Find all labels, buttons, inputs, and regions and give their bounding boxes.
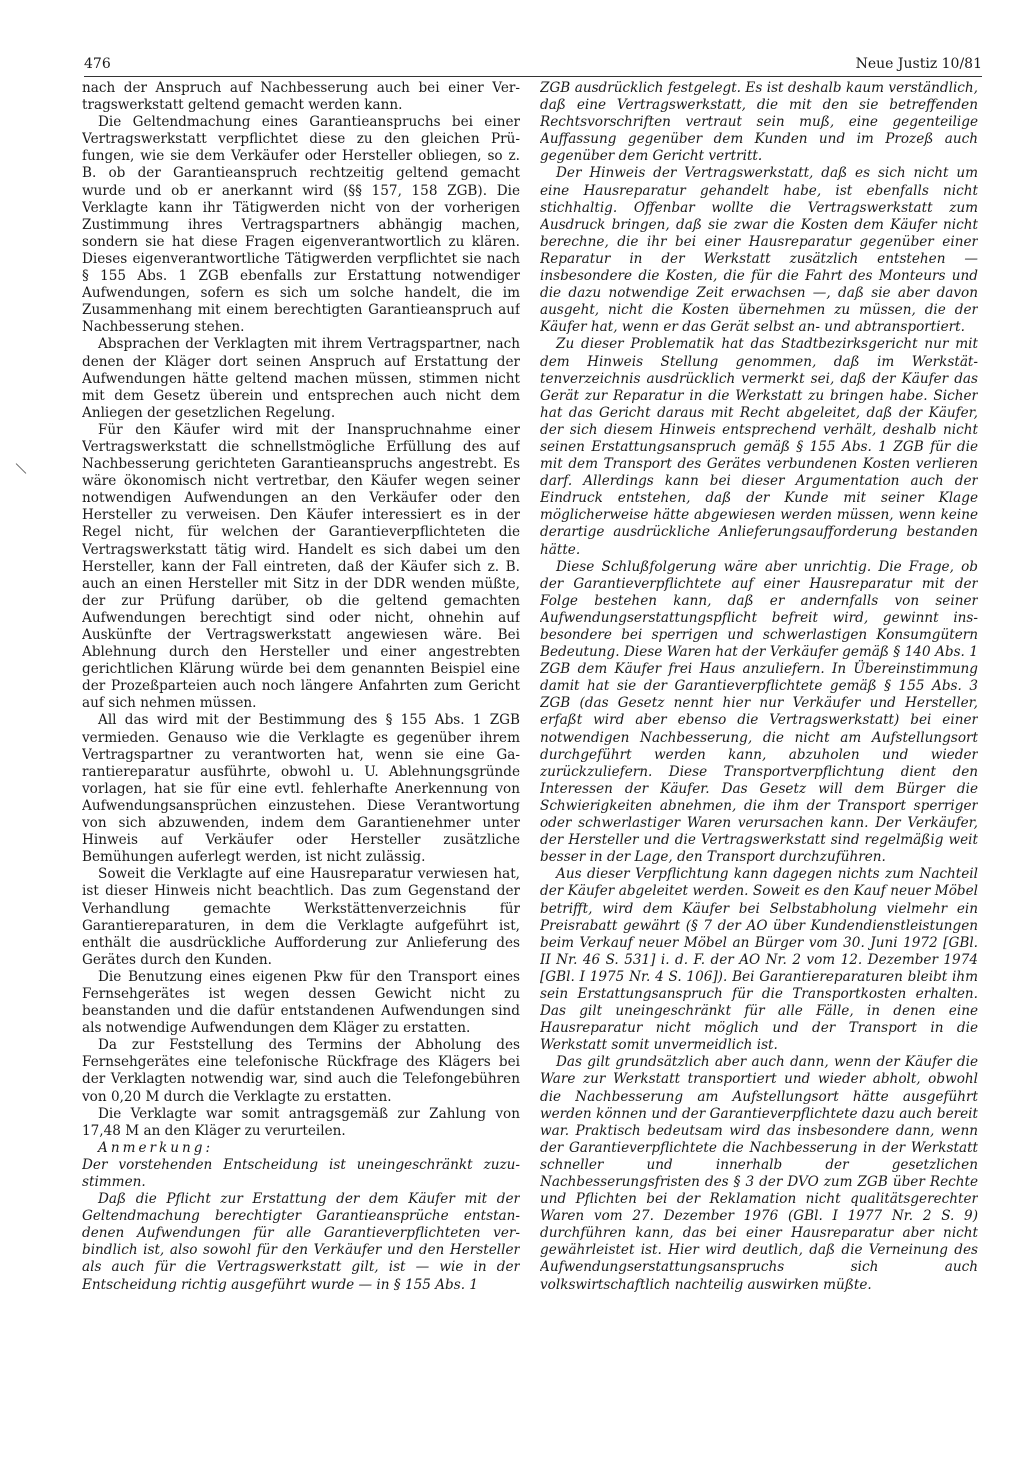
paragraph: Die Geltendmachung eines Garantieanspruchs bei einer Vertragswerkstatt verpflichtet diese zu den gleichen Prüfungen, wie sie dem Verkäufer oder Hersteller obliegen, so z. B. ob der Garantieanspruch rechtzeitig geltend gemacht wurde und ob er anerkannt wird (§§ 157, 158 ZGB). Die Verklagte kann ihr Tätigwerden nicht von der vorherigen Zustimmung ihres Vertragspartners abhängig machen, sondern sie hat diese Fragen eigenverantwortlich zu klären. Dieses eigenverantwortliche Tätigwerden verpflichtet sie nach § 155 Abs. 1 ZGB ebenfalls zur Erstattung notwendiger Aufwendungen, sofern es sich um solche handelt, die im Zusammenhang mit einem berechtigten Garantieanspruch auf Nachbesserung stehen. [82,114,520,336]
paragraph: Für den Käufer wird mit der Inanspruchnahme einer Vertragswerkstatt die schnellstmögliche Erfüllung des auf Nachbesserung gerichteten Garantieanspruchs angestrebt. Es wäre ökonomisch nicht vertretbar, den Käufer wegen seiner notwendigen Aufwendungen an den Verkäufer oder den Hersteller zu verweisen. Den Käufer interessiert es in der Regel nicht, für welchen der Garantieverpflichteten die Vertragswerkstatt tätig wird. Handelt es sich dabei um den Hersteller, kann der Fall eintreten, daß der Käufer sich z. B. auch an einen Hersteller mit Sitz in der DDR wenden müßte, der zur Prüfung darüber, ob die geltend gemachten Aufwendungen berechtigt sind oder nicht, ohnehin auf Auskünfte der Vertragswerkstatt angewiesen wäre. Bei Ablehnung durch den Hersteller und einer angestrebten gerichtlichen Klärung würde bei dem genannten Beispiel eine der Prozeßparteien auch noch längere Anfahrten zum Gericht auf sich nehmen müssen. [82,421,520,712]
paragraph: All das wird mit der Bestimmung des § 155 Abs. 1 ZGB vermieden. Genauso wie die Verklagte es gegenüber ihrem Vertragspartner zu verantworten hat, wenn sie eine Garantiereparatur ausführte, obwohl u. U. Ablehnungsgründe vorlagen, hat sie für eine evtl. fehlerhafte Anerkennung von Aufwendungsansprüchen einzustehen. Diese Verantwortung von sich abzuwenden, indem dem Garantienehmer unter Hinweis auf Verkäufer oder Hersteller zusätzliche Bemühungen auferlegt werden, ist nicht zulässig. [82,712,520,866]
journal-title: Neue Justiz 10/81 [855,56,982,72]
paragraph: Aus dieser Verpflichtung kann dagegen nichts zum Nachteil der Käufer abgeleitet werden. Soweit es den Kauf neuer Möbel betrifft, wird dem Käufer bei Selbstabholung vielmehr ein Preisrabatt gewährt (§ 7 der AO über Kundendienstleistungen beim Verkauf neuer Möbel an Bürger vom 30. Juni 1972 [GBl. II Nr. 46 S. 531] i. d. F. der AO Nr. 2 vom 12. Dezember 1974 [GBl. I 1975 Nr. 4 S. 106]). Bei Garantiereparaturen bleibt ihm sein Erstattungsanspruch für die Transportkosten erhalten. Das gilt uneingeschränkt für alle Fälle, in denen eine Hausreparatur nicht möglich und der Transport in die Werkstatt somit unvermeidlich ist. [540,866,978,1054]
paragraph: Die Verklagte war somit antragsgemäß zur Zahlung von 17,48 M an den Kläger zu verurteilen. [82,1105,520,1139]
paragraph: Die Benutzung eines eigenen Pkw für den Transport eines Fernsehgerätes ist wegen dessen Gewicht nicht zu beanstanden und die dafür entstandenen Aufwendungen sind als notwendige Aufwendungen dem Kläger zu erstatten. [82,968,520,1037]
paragraph: nach der Anspruch auf Nachbesserung auch bei einer Vertragswerkstatt geltend gemacht werden kann. [82,80,520,114]
paragraph: Absprachen der Verklagten mit ihrem Vertragspartner, nach denen der Kläger dort seinen Anspruch auf Erstattung der Aufwendungen hätte geltend machen müssen, stimmen nicht mit dem Gesetz überein und entsprechen auch nicht dem Anliegen der gesetzlichen Regelung. [82,336,520,421]
remark-section [82,1140,520,1294]
paragraph: Zu dieser Problematik hat das Stadtbezirksgericht nur mit dem Hinweis Stellung genommen, daß im Werkstättenverzeichnis ausdrücklich vermerkt sei, daß der Käufer das Gerät zur Reparatur in die Werkstatt zu bringen habe. Sicher hat das Gericht daraus mit Recht abgeleitet, daß der Käufer, der sich diesem Hinweis entsprechend verhält, deshalb nicht seinen Erstattungsanspruch gemäß § 155 Abs. 1 ZGB für die mit dem Transport des Gerätes verbundenen Kosten verlieren darf. Allerdings kann bei dieser Argumentation auch der Eindruck entstehen, daß der Kunde mit seiner Klage möglicherweise hätte abgewiesen werden müssen, wenn keine derartige ausdrückliche Anlieferungsaufforderung bestanden hätte. [540,336,978,558]
page-number: 476 [84,56,111,72]
paragraph: Diese Schlußfolgerung wäre aber unrichtig. Die Frage, ob der Garantieverpflichtete auf einer Hausreparatur mit der Folge bestehen kann, daß er andernfalls von seiner Aufwendungserstattungspflicht befreit wird, gewinnt insbesondere bei sperrigen und schwerlastigen Konsumgütern Bedeutung. Diese Waren hat der Verkäufer gemäß § 140 Abs. 1 ZGB dem Käufer frei Haus anzuliefern. In Übereinstimmung damit hat sie der Garantieverpflichtete gemäß § 155 Abs. 3 ZGB (das Gesetz nennt hier nur Verkäufer und Hersteller, erfaßt wird aber ebenso die Vertragswerkstatt) bei einer notwendigen Nachbesserung, die nicht am Aufstellungsort durchgeführt werden kann, abzuholen und wieder zurückzuliefern. Diese Transportverpflichtung dient den Interessen der Käufer. Das Gesetz will dem Bürger die Schwierigkeiten abnehmen, die ihm der Transport sperriger oder schwerlastiger Waren verursachen kann. Der Verkäufer, der Hersteller und die Vertragswerkstatt sind regelmäßig weit besser in der Lage, den Transport durchzuführen. [540,558,978,866]
right-column [540,80,978,1370]
paragraph: ZGB ausdrücklich festgelegt. Es ist deshalb kaum verständlich, daß eine Vertragswerkstatt, die mit den sie betreffenden Rechtsvorschriften vertraut sein muß, eine gegenteilige Auffassung gegenüber dem Kunden und im Prozeß auch gegenüber dem Gericht vertritt. [540,80,978,165]
remark-paragraph: Daß die Pflicht zur Erstattung der dem Käufer mit der Geltendmachung berechtigter Garantieansprüche entstandenen Aufwendungen für alle Garantieverpflichteten verbindlich ist, also sowohl für den Verkäufer und den Hersteller als auch für die Vertragswerkstatt gilt, ist — wie in der Entscheidung richtig ausgeführt wurde — in § 155 Abs. 1 [82,1191,520,1293]
margin-mark [16,463,27,474]
page-header [84,56,982,77]
paragraph: Soweit die Verklagte auf eine Hausreparatur verwiesen hat, ist dieser Hinweis nicht beachtlich. Das zum Gegenstand der Verhandlung gemachte Werkstättenverzeichnis für Garantiereparaturen, in dem die Verklagte aufgeführt ist, enthält die ausdrückliche Aufforderung zur Anlieferung des Gerätes durch den Kunden. [82,866,520,968]
remark-heading: Anmerkung: [98,1139,214,1156]
paragraph: Da zur Feststellung des Termins der Abholung des Fernsehgerätes eine telefonische Rückfrage des Klägers bei der Verklagten notwendig war, sind auch die Telefongebühren von 0,20 M durch die Verklagte zu erstatten. [82,1037,520,1105]
remark-paragraph: Der vorstehenden Entscheidung ist uneingeschränkt zuzustimmen. [82,1156,520,1190]
paragraph: Der Hinweis der Vertragswerkstatt, daß es sich nicht um eine Hausreparatur gehandelt habe, ist ebenfalls nicht stichhaltig. Offenbar wollte die Vertragswerkstatt zum Ausdruck bringen, daß sie zwar die Kosten dem Käufer nicht berechne, die ihr bei einer Hausreparatur gegenüber einer Reparatur in der Werkstatt zusätzlich entstehen — insbesondere die Kosten, die für die Fahrt des Monteurs und die dazu notwendige Zeit erwachsen —, daß sie aber davon ausgeht, nicht die Kosten übernehmen zu müssen, die der Käufer hat, wenn er das Gerät selbst an- und abtransportiert. [540,165,978,336]
paragraph: Das gilt grundsätzlich aber auch dann, wenn der Käufer die Ware zur Werkstatt transportiert und wieder abholt, obwohl die Nachbesserung am Aufstellungsort hätte ausgeführt werden können und der Garantieverpflichtete dazu auch bereit war. Praktisch bedeutsam wird das insbesondere dann, wenn der Garantieverpflichtete die Nachbesserung in der Werkstatt schneller und innerhalb der gesetzlichen Nachbesserungsfristen des § 3 der DVO zum ZGB über Rechte und Pflichten bei der Reklamation nicht qualitätsgerechter Waren vom 27. Dezember 1976 (GBl. I 1977 Nr. 2 S. 9) durchführen kann, das bei einer Hausreparatur aber nicht gewährleistet ist. Hier wird deutlich, daß die Verneinung des Aufwendungserstattungsanspruchs sich auch volkswirtschaftlich nachteilig auswirken müßte. [540,1054,978,1293]
left-column [82,80,520,1370]
